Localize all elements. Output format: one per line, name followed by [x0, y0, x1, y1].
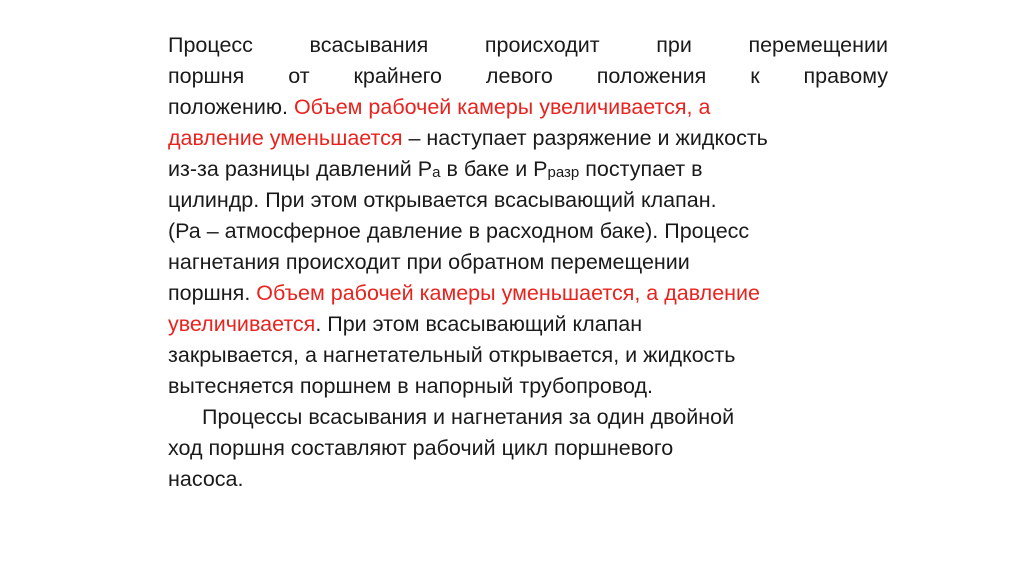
text-line-13: Процессы всасывания и нагнетания за один двойной: [202, 405, 735, 429]
subscript-a: а: [432, 164, 441, 181]
text-line-15: насоса.: [168, 467, 244, 491]
text-line-12: вытесняется поршнем в напорный трубопровод.: [168, 374, 653, 398]
text-line-2: поршня от крайнего левого положения к правому: [168, 64, 888, 88]
highlight-text: увеличивается: [168, 312, 316, 336]
text-line-8: нагнетания происходит при обратном перемещении: [168, 250, 690, 274]
text-line-10: увеличивается. При этом всасывающий клапан: [168, 312, 643, 336]
text-line-7: (Ра – атмосферное давление в расходном баке). Процесс: [168, 219, 750, 243]
text-line-11: закрывается, а нагнетательный открывается, и жидкость: [168, 343, 736, 367]
text-line-6: цилиндр. При этом открывается всасывающий клапан.: [168, 188, 717, 212]
highlight-text: Объем рабочей камеры увеличивается, а: [293, 95, 711, 119]
text-line-1: Процесс всасывания происходит при перемещении: [168, 33, 888, 57]
body-text: [168, 30, 888, 495]
text-line-9: поршня. Объем рабочей камеры уменьшается, а давление: [168, 281, 760, 305]
text-line-5: из-за разницы давлений $Р_а$ в баке и $Р_{разр}$ поступает в: [168, 157, 703, 181]
highlight-text: Объем рабочей камеры уменьшается, а давление: [256, 281, 760, 305]
text-line-3: положению. Объем рабочей камеры увеличивается, а: [168, 95, 711, 119]
subscript-razr: разр: [547, 164, 580, 181]
text-line-14: ход поршня составляют рабочий цикл поршневого: [168, 436, 674, 460]
text-line-4: давление уменьшается – наступает разряжение и жидкость: [168, 126, 768, 150]
highlight-text: давление уменьшается: [168, 126, 403, 150]
